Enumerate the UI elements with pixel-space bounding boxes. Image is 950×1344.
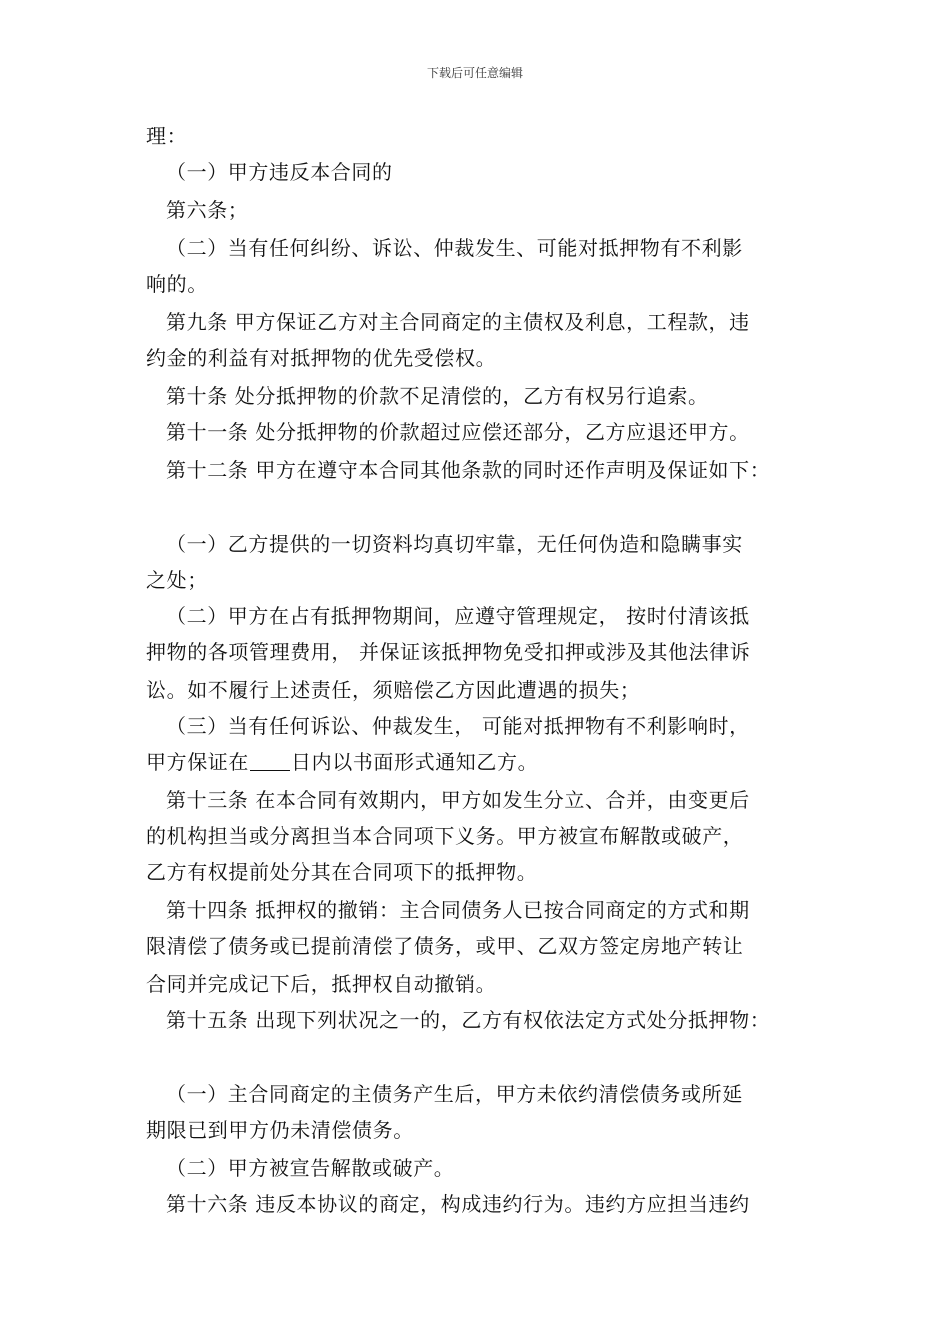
text-line: 合同并完成记下后，抵押权自动撤销。 — [146, 972, 497, 996]
text-line: 理： — [146, 124, 188, 148]
blank-line-suffix: 日内以书面形式通知乙方。 — [291, 750, 539, 774]
text-line: 第十二条 甲方在遵守本合同其他条款的同时还作声明及保证如下： — [166, 458, 771, 482]
text-line: 响的。 — [146, 272, 208, 296]
text-line: 第十一条 处分抵押物的价款超过应偿还部分，乙方应退还甲方。 — [166, 420, 750, 444]
text-line: 乙方有权提前处分其在合同项下的抵押物。 — [146, 860, 538, 884]
text-line: 期限已到甲方仍未清偿债务。 — [146, 1118, 414, 1142]
text-line: 约金的利益有对抵押物的优先受偿权。 — [146, 346, 497, 370]
text-line: 第十五条 出现下列状况之一的，乙方有权依法定方式处分抵押物： — [166, 1008, 771, 1032]
text-line: （二）当有任何纠纷、诉讼、仲裁发生、可能对抵押物有不利影 — [166, 236, 743, 260]
blank-line-prefix: 甲方保证在 — [146, 750, 249, 774]
text-line: 限清偿了债务或已提前清偿了债务，或甲、乙双方签定房地产转让 — [146, 934, 744, 958]
page-header: 下载后可任意编辑 — [426, 66, 523, 80]
text-line-with-blank — [146, 750, 538, 774]
text-line: 第十三条 在本合同有效期内，甲方如发生分立、合并，由变更后 — [166, 788, 750, 812]
text-line: （一）甲方违反本合同的 — [166, 160, 393, 184]
text-line: （二）甲方被宣告解散或破产。 — [166, 1156, 455, 1180]
text-line: 第十六条 违反本协议的商定，构成违约行为。违约方应担当违约 — [166, 1192, 750, 1216]
text-line: 讼。如不履行上述责任，须赔偿乙方因此遭遇的损失； — [146, 678, 641, 702]
text-line: 第六条； — [166, 198, 249, 222]
text-line: 第十条 处分抵押物的价款不足清偿的，乙方有权另行追索。 — [166, 384, 709, 408]
text-line: 之处； — [146, 568, 208, 592]
text-line: （三）当有任何诉讼、仲裁发生， 可能对抵押物有不利影响时， — [166, 714, 750, 738]
text-line: 押物的各项管理费用， 并保证该抵押物免受扣押或涉及其他法律诉 — [146, 640, 751, 664]
text-line: （一）主合同商定的主债务产生后，甲方未依约清偿债务或所延 — [166, 1082, 743, 1106]
fill-in-blank — [250, 752, 290, 771]
text-line: （二）甲方在占有抵押物期间，应遵守管理规定， 按时付清该抵 — [166, 604, 750, 628]
text-line: 的机构担当或分离担当本合同项下义务。甲方被宣布解散或破产， — [146, 824, 744, 848]
text-line: 第十四条 抵押权的撤销：主合同债务人已按合同商定的方式和期 — [166, 898, 750, 922]
text-line: （一）乙方提供的一切资料均真切牢靠，无任何伪造和隐瞒事实 — [166, 532, 743, 556]
text-line: 第九条 甲方保证乙方对主合同商定的主债权及利息，工程款，违 — [166, 310, 750, 334]
